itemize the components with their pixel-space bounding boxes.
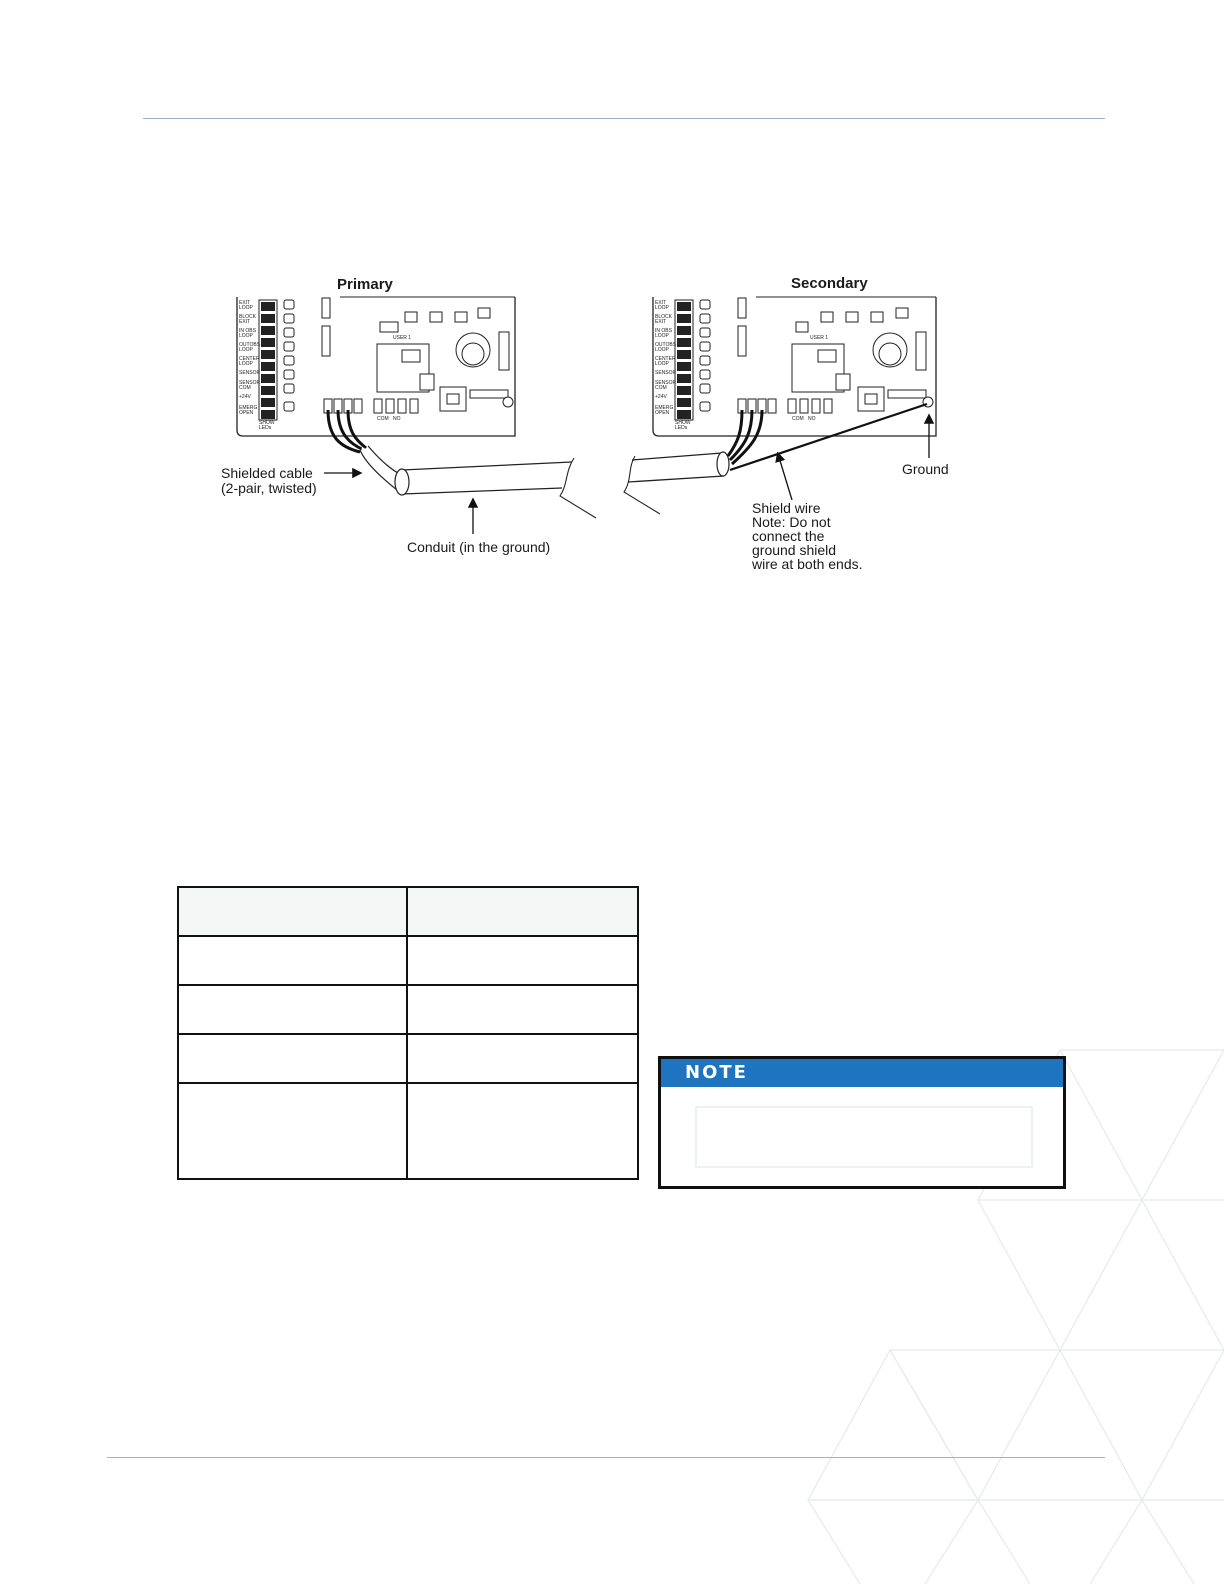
shield-note-line4: wire at both ends. (752, 556, 863, 572)
svg-text:CENTER: CENTER (655, 356, 676, 362)
primary-controller-board (237, 297, 515, 436)
note-header: NOTE (661, 1059, 1063, 1087)
svg-text:SENSOR: SENSOR (655, 380, 677, 386)
svg-text:OPEN: OPEN (655, 410, 670, 416)
table-cell (178, 1034, 407, 1083)
table-row (178, 1034, 638, 1083)
svg-text:COM: COM (239, 385, 251, 391)
svg-text:IN OBS: IN OBS (239, 328, 256, 334)
svg-text:BLOCK: BLOCK (239, 314, 256, 320)
table-row (178, 936, 638, 985)
svg-text:SHOW: SHOW (259, 420, 275, 426)
table-cell (178, 1083, 407, 1179)
table-cell (407, 985, 638, 1034)
svg-text:SENSOR: SENSOR (239, 370, 261, 376)
svg-text:SENSOR: SENSOR (239, 380, 261, 386)
svg-text:OUTOBS: OUTOBS (655, 342, 677, 348)
note-callout (658, 1056, 1066, 1189)
table-header-cell (178, 887, 407, 936)
secondary-title: Secondary (791, 275, 868, 292)
svg-text:OUTOBS: OUTOBS (239, 342, 261, 348)
svg-text:USER 1: USER 1 (810, 335, 829, 341)
table-row (178, 985, 638, 1034)
svg-text:LOOP: LOOP (239, 347, 253, 353)
svg-text:NO: NO (808, 416, 816, 422)
svg-text:IN OBS: IN OBS (655, 328, 672, 334)
table-cell (407, 1034, 638, 1083)
svg-text:NO: NO (393, 416, 401, 422)
shield-note-line1: Note: Do not (752, 514, 831, 530)
svg-text:LOOP: LOOP (655, 361, 669, 367)
table-cell (407, 936, 638, 985)
svg-text:OPEN: OPEN (239, 410, 254, 416)
conduit-right (624, 452, 729, 514)
svg-text:EXIT: EXIT (655, 300, 667, 306)
svg-text:EMERG: EMERG (655, 405, 674, 411)
svg-text:COM: COM (792, 416, 804, 422)
svg-text:LOOP: LOOP (239, 305, 253, 311)
conduit-label: Conduit (in the ground) (407, 539, 551, 555)
footer-rule (107, 1457, 1105, 1458)
svg-text:+24V: +24V (239, 394, 251, 400)
note-body (695, 1106, 1033, 1168)
svg-text:LOOP: LOOP (239, 361, 253, 367)
svg-text:LEDs: LEDs (675, 425, 688, 431)
spec-table (177, 886, 639, 1180)
wiring-diagram (210, 262, 990, 592)
svg-text:SENSOR: SENSOR (655, 370, 677, 376)
svg-text:EXIT: EXIT (239, 319, 251, 325)
shield-note-line2: connect the (752, 528, 825, 544)
svg-text:EXIT: EXIT (239, 300, 251, 306)
svg-text:COM: COM (655, 385, 667, 391)
shielded-cable-label: Shielded cable (221, 465, 313, 481)
table-cell (178, 936, 407, 985)
svg-text:LOOP: LOOP (655, 305, 669, 311)
svg-text:+24V: +24V (655, 394, 667, 400)
ground-label: Ground (902, 461, 949, 477)
svg-text:BLOCK: BLOCK (655, 314, 672, 320)
svg-text:EMERG: EMERG (239, 405, 258, 411)
svg-text:EXIT: EXIT (655, 319, 667, 325)
svg-text:COM: COM (377, 416, 389, 422)
primary-title: Primary (337, 276, 393, 293)
header-rule (143, 118, 1105, 119)
shielded-cable-sublabel: (2-pair, twisted) (221, 480, 317, 496)
svg-text:LOOP: LOOP (655, 333, 669, 339)
shield-wire-arrow (778, 454, 792, 500)
shield-note-line3: ground shield (752, 542, 837, 558)
table-cell (178, 985, 407, 1034)
svg-text:SHOW: SHOW (675, 420, 691, 426)
conduit-left (358, 446, 596, 518)
svg-text:USER 1: USER 1 (393, 335, 412, 341)
svg-text:CENTER: CENTER (239, 356, 260, 362)
svg-text:LOOP: LOOP (655, 347, 669, 353)
shield-wire-label: Shield wire (752, 500, 821, 516)
svg-text:LEDs: LEDs (259, 425, 272, 431)
table-header-cell (407, 887, 638, 936)
table-cell (407, 1083, 638, 1179)
table-row (178, 1083, 638, 1179)
table-header-row (178, 887, 638, 936)
svg-text:LOOP: LOOP (239, 333, 253, 339)
